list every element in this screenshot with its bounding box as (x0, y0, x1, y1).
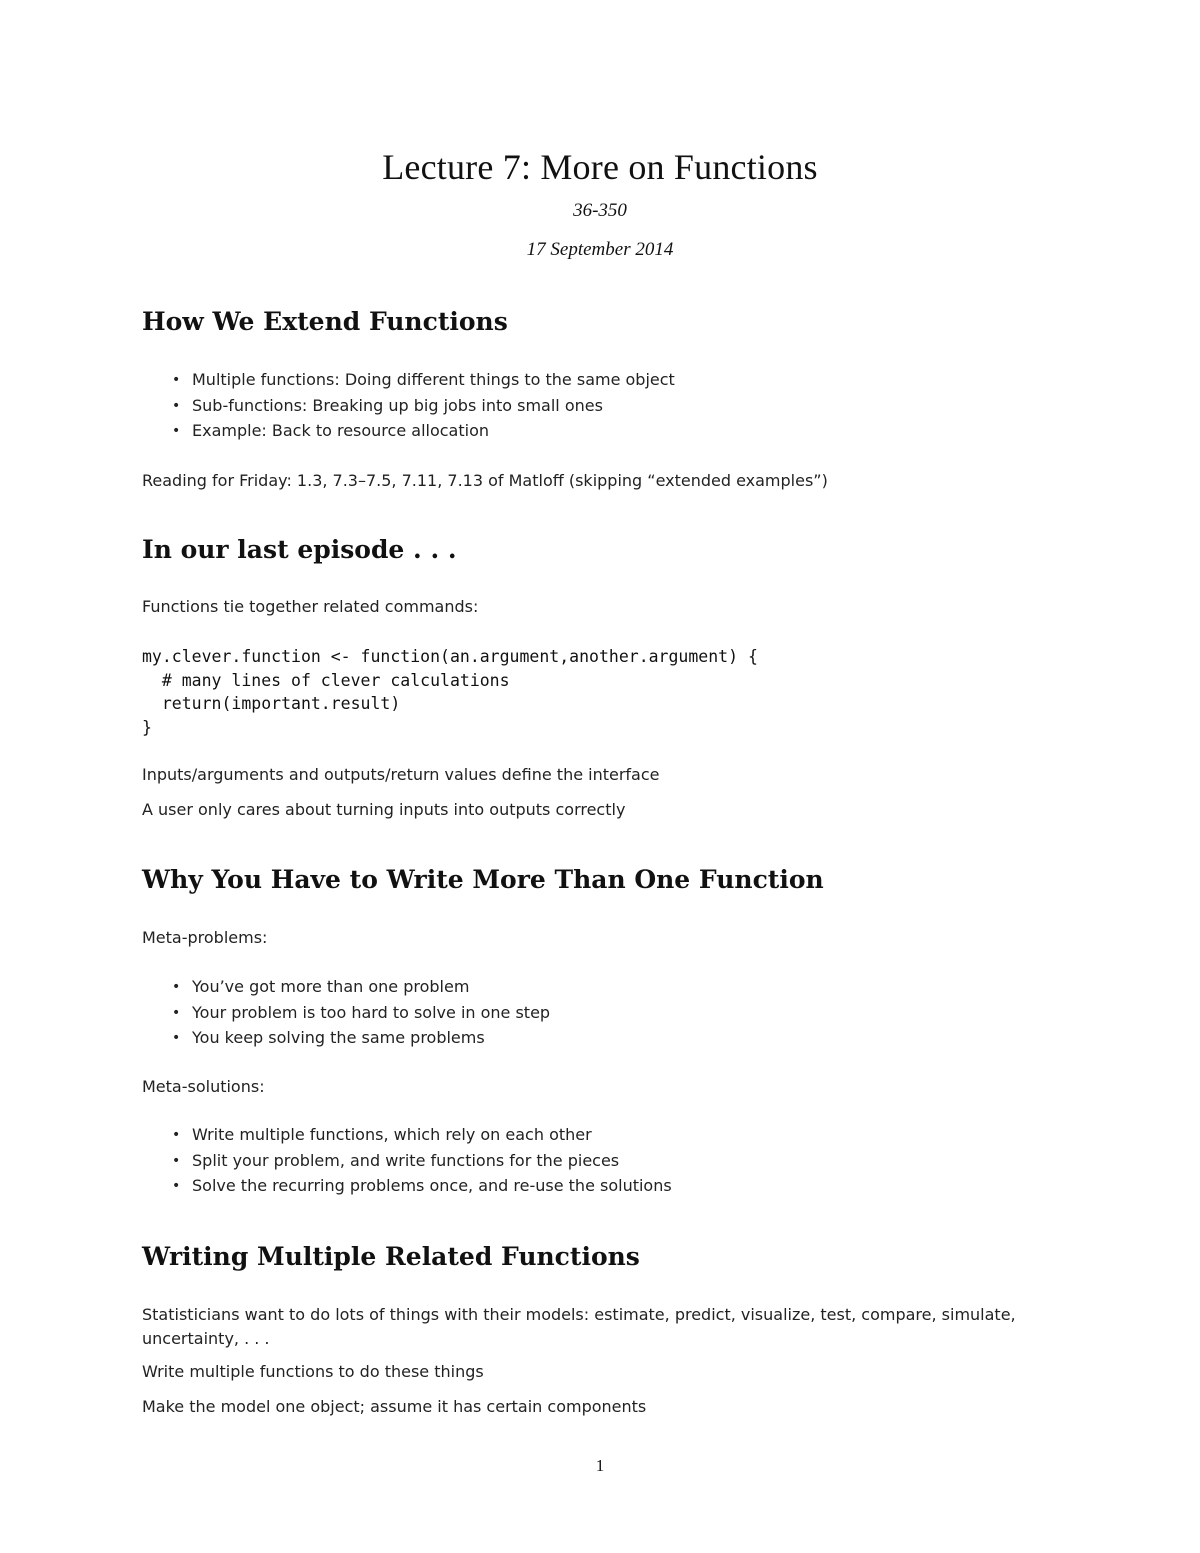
list-item: • Sub-functions: Breaking up big jobs into small ones (170, 394, 675, 420)
meta-problems-label: Meta-problems: (142, 928, 268, 947)
interface-paragraph: Inputs/arguments and outputs/return values define the interface (142, 765, 660, 784)
bullet-icon: • (172, 423, 181, 439)
lecture-date: 17 September 2014 (526, 239, 674, 260)
bullet-icon: • (172, 1127, 181, 1143)
bullet-icon: • (172, 979, 181, 995)
bullet-icon: • (172, 1178, 181, 1194)
model-object-paragraph: Make the model one object; assume it has certain components (142, 1397, 647, 1416)
bullet-icon: • (172, 1030, 181, 1046)
statisticians-paragraph: Statisticians want to do lots of things with their models: estimate, predict, visualize, test, compare, simulate, uncertainty, . . . (142, 1305, 1016, 1348)
section-heading-related: Writing Multiple Related Functions (142, 1242, 640, 1271)
section-heading-last-episode: In our last episode . . . (142, 535, 457, 564)
page-number: 1 (595, 1456, 605, 1475)
code-line: } (142, 717, 152, 737)
code-line: # many lines of clever calculations (142, 670, 510, 690)
list-item: • Write multiple functions, which rely on each other (170, 1123, 672, 1149)
list-item: • Example: Back to resource allocation (170, 419, 675, 445)
user-paragraph: A user only cares about turning inputs into outputs correctly (142, 800, 626, 819)
bullet-icon: • (172, 1004, 181, 1021)
list-item: • You’ve got more than one problem (170, 975, 550, 1001)
code-line: my.clever.function <- function(an.argument,another.argument) { (142, 647, 758, 666)
list-item: • Multiple functions: Doing different things to the same object (170, 368, 675, 394)
course-number: 36-350 (573, 200, 627, 221)
meta-solutions-list (170, 1123, 672, 1200)
reading-assignment: Reading for Friday: 1.3, 7.3–7.5, 7.11, 7.13 of Matloff (skipping “extended examples”) (142, 471, 828, 490)
list-item: • Solve the recurring problems once, and re-use the solutions (170, 1174, 672, 1200)
list-item: • Split your problem, and write functions for the pieces (170, 1149, 672, 1175)
meta-problems-list (170, 975, 550, 1052)
meta-solutions-label: Meta-solutions: (142, 1077, 265, 1096)
document-title: Lecture 7: More on Functions (382, 147, 818, 187)
section-heading-extend: How We Extend Functions (142, 307, 508, 336)
write-functions-paragraph: Write multiple functions to do these things (142, 1362, 484, 1381)
bullet-icon: • (172, 1152, 181, 1169)
bullet-icon: • (172, 397, 181, 414)
section-heading-why: Why You Have to Write More Than One Function (142, 865, 824, 894)
list-item: • Your problem is too hard to solve in one step (170, 1001, 550, 1027)
bullet-icon: • (172, 372, 181, 388)
extend-bullet-list (170, 368, 675, 445)
code-line: return(important.result) (142, 694, 401, 713)
code-block (142, 645, 758, 739)
last-episode-intro: Functions tie together related commands: (142, 597, 479, 616)
list-item: • You keep solving the same problems (170, 1026, 550, 1052)
